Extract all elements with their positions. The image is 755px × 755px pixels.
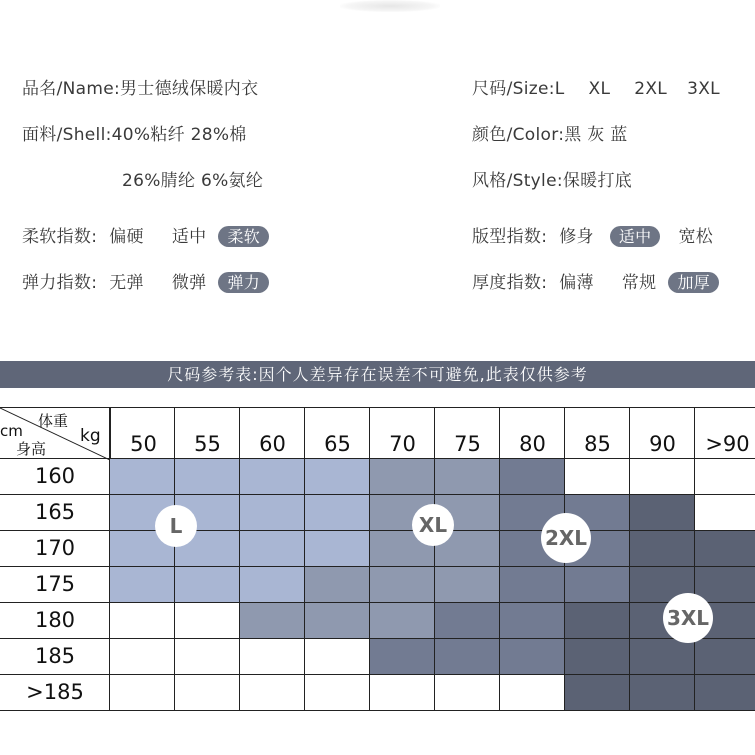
weight-header-cell bbox=[435, 407, 500, 459]
corner-cm-label: cm bbox=[0, 422, 23, 440]
size-cell-empty bbox=[175, 675, 240, 711]
size-cell-2xl bbox=[500, 459, 565, 495]
size-cell-l bbox=[240, 459, 305, 495]
size-cell-2xl bbox=[565, 567, 630, 603]
size-cell-3xl bbox=[565, 603, 630, 639]
corner-kg-label: kg bbox=[80, 426, 101, 446]
size-cell-empty bbox=[500, 675, 565, 711]
thickness-option-thin: 偏薄 bbox=[559, 273, 594, 293]
size-cell-2xl bbox=[500, 567, 565, 603]
size-option-2xl: 2XL bbox=[634, 79, 668, 99]
elasticity-option-none: 无弹 bbox=[109, 273, 144, 293]
size-badge-3xl: 3XL bbox=[663, 593, 713, 643]
weight-header-label: 75 bbox=[454, 432, 481, 456]
size-cell-xl bbox=[370, 567, 435, 603]
fabric-shell: 面料/Shell:40%粘纤 28%棉 bbox=[22, 125, 247, 145]
size-cell-3xl bbox=[630, 495, 695, 531]
weight-header-cell bbox=[240, 407, 305, 459]
size-cell-3xl bbox=[695, 675, 755, 711]
size-cell-l bbox=[175, 567, 240, 603]
weight-header-cell bbox=[500, 407, 565, 459]
height-label: >185 bbox=[26, 680, 84, 704]
fit-option-loose: 宽松 bbox=[678, 227, 714, 247]
size-cell-xl bbox=[305, 567, 370, 603]
softness-selected-badge: 柔软 bbox=[218, 226, 269, 247]
weight-header-label: 70 bbox=[389, 432, 416, 456]
height-label-cell bbox=[0, 567, 110, 603]
thickness-label: 厚度指数: bbox=[472, 273, 548, 293]
size-cell-empty bbox=[240, 675, 305, 711]
top-decoration bbox=[340, 0, 440, 12]
size-cell-empty bbox=[240, 639, 305, 675]
size-cell-xl bbox=[370, 603, 435, 639]
weight-header-label: 55 bbox=[194, 432, 221, 456]
size-cell-l bbox=[240, 567, 305, 603]
weight-header-label: 65 bbox=[324, 432, 351, 456]
height-label: 165 bbox=[34, 500, 76, 524]
elasticity-label: 弹力指数: bbox=[22, 273, 98, 293]
weight-header-cell bbox=[370, 407, 435, 459]
size-badge-xl: XL bbox=[412, 504, 454, 546]
size-cell-2xl bbox=[435, 639, 500, 675]
elasticity-option-slight: 微弹 bbox=[171, 273, 207, 293]
height-label: 175 bbox=[34, 572, 76, 596]
weight-header-label: 80 bbox=[519, 432, 546, 456]
size-cell-3xl bbox=[630, 675, 695, 711]
weight-header-cell bbox=[630, 407, 695, 459]
weight-header-label: 90 bbox=[649, 432, 676, 456]
weight-header-label: 50 bbox=[130, 432, 157, 456]
fit-label: 版型指数: bbox=[472, 227, 548, 247]
weight-header-cell bbox=[110, 407, 175, 459]
size-cell-empty bbox=[695, 459, 755, 495]
size-cell-l bbox=[240, 531, 305, 567]
size-cell-l bbox=[305, 459, 370, 495]
size-cell-empty bbox=[630, 459, 695, 495]
fit-index bbox=[472, 222, 713, 247]
size-option-xl: XL bbox=[588, 79, 611, 99]
style-info: 风格/Style:保暖打底 bbox=[472, 171, 633, 191]
size-cell-3xl bbox=[565, 675, 630, 711]
size-cell-xl bbox=[435, 459, 500, 495]
size-cell-xl bbox=[435, 567, 500, 603]
height-label: 185 bbox=[34, 644, 76, 668]
product-name: 品名/Name:男士德绒保暖内衣 bbox=[22, 79, 259, 99]
size-cell-empty bbox=[175, 639, 240, 675]
size-cell-empty bbox=[175, 603, 240, 639]
weight-header-cell bbox=[305, 407, 370, 459]
weight-header-cell bbox=[565, 407, 630, 459]
table-corner-cell bbox=[0, 407, 110, 459]
height-label-cell bbox=[0, 675, 110, 711]
fit-selected-badge: 适中 bbox=[610, 226, 661, 247]
size-cell-empty bbox=[305, 639, 370, 675]
size-cell-3xl bbox=[695, 567, 755, 603]
size-cell-l bbox=[110, 567, 175, 603]
size-cell-xl bbox=[240, 603, 305, 639]
size-badge-2xl: 2XL bbox=[541, 513, 591, 563]
size-label: 尺码/Size:L bbox=[472, 79, 565, 99]
height-label-cell bbox=[0, 603, 110, 639]
size-cell-empty bbox=[695, 495, 755, 531]
corner-weight-label: 体重 bbox=[38, 412, 69, 430]
size-chart-banner: 尺码参考表:因个人差异存在误差不可避免,此表仅供参考 bbox=[0, 361, 755, 388]
height-label-cell bbox=[0, 459, 110, 495]
height-label: 160 bbox=[34, 464, 76, 488]
size-cell-empty bbox=[110, 675, 175, 711]
size-cell-empty bbox=[565, 459, 630, 495]
softness-option-hard: 偏硬 bbox=[109, 227, 144, 247]
height-label-cell bbox=[0, 531, 110, 567]
size-cell-l bbox=[305, 495, 370, 531]
size-cell-empty bbox=[110, 639, 175, 675]
size-cell-3xl bbox=[695, 531, 755, 567]
height-label: 180 bbox=[34, 608, 76, 632]
size-cell-2xl bbox=[500, 603, 565, 639]
size-cell-2xl bbox=[370, 639, 435, 675]
weight-header-label: 85 bbox=[584, 432, 611, 456]
size-cell-xl bbox=[370, 459, 435, 495]
fabric-shell-continued: 26%腈纶 6%氨纶 bbox=[122, 171, 264, 191]
size-badge-l: L bbox=[155, 505, 197, 547]
elasticity-index bbox=[22, 268, 269, 293]
thickness-option-regular: 常规 bbox=[621, 273, 657, 293]
size-cell-l bbox=[110, 459, 175, 495]
size-cell-empty bbox=[110, 603, 175, 639]
softness-label: 柔软指数: bbox=[22, 227, 98, 247]
height-label: 170 bbox=[34, 536, 76, 560]
height-label-cell bbox=[0, 639, 110, 675]
size-list bbox=[472, 74, 720, 99]
corner-height-label: 身高 bbox=[16, 440, 47, 458]
size-cell-xl bbox=[305, 603, 370, 639]
size-cell-3xl bbox=[630, 639, 695, 675]
size-cell-3xl bbox=[565, 639, 630, 675]
size-cell-2xl bbox=[500, 639, 565, 675]
weight-header-label: 60 bbox=[259, 432, 286, 456]
elasticity-selected-badge: 弹力 bbox=[218, 272, 269, 293]
size-option-3xl: 3XL bbox=[687, 79, 720, 99]
size-cell-empty bbox=[370, 675, 435, 711]
size-cell-l bbox=[240, 495, 305, 531]
fit-option-slim: 修身 bbox=[559, 227, 594, 247]
softness-index bbox=[22, 222, 269, 247]
size-cell-3xl bbox=[630, 531, 695, 567]
size-cell-empty bbox=[305, 675, 370, 711]
size-cell-l bbox=[175, 459, 240, 495]
size-cell-empty bbox=[435, 675, 500, 711]
size-cell-l bbox=[305, 531, 370, 567]
size-cell-3xl bbox=[695, 639, 755, 675]
thickness-index bbox=[472, 268, 719, 293]
color-list: 颜色/Color:黑 灰 蓝 bbox=[472, 125, 628, 145]
weight-header-cell bbox=[695, 407, 755, 459]
size-cell-2xl bbox=[435, 603, 500, 639]
weight-header-label: >90 bbox=[705, 432, 750, 456]
thickness-selected-badge: 加厚 bbox=[668, 272, 719, 293]
weight-header-cell bbox=[175, 407, 240, 459]
softness-option-medium: 适中 bbox=[171, 227, 207, 247]
height-label-cell bbox=[0, 495, 110, 531]
